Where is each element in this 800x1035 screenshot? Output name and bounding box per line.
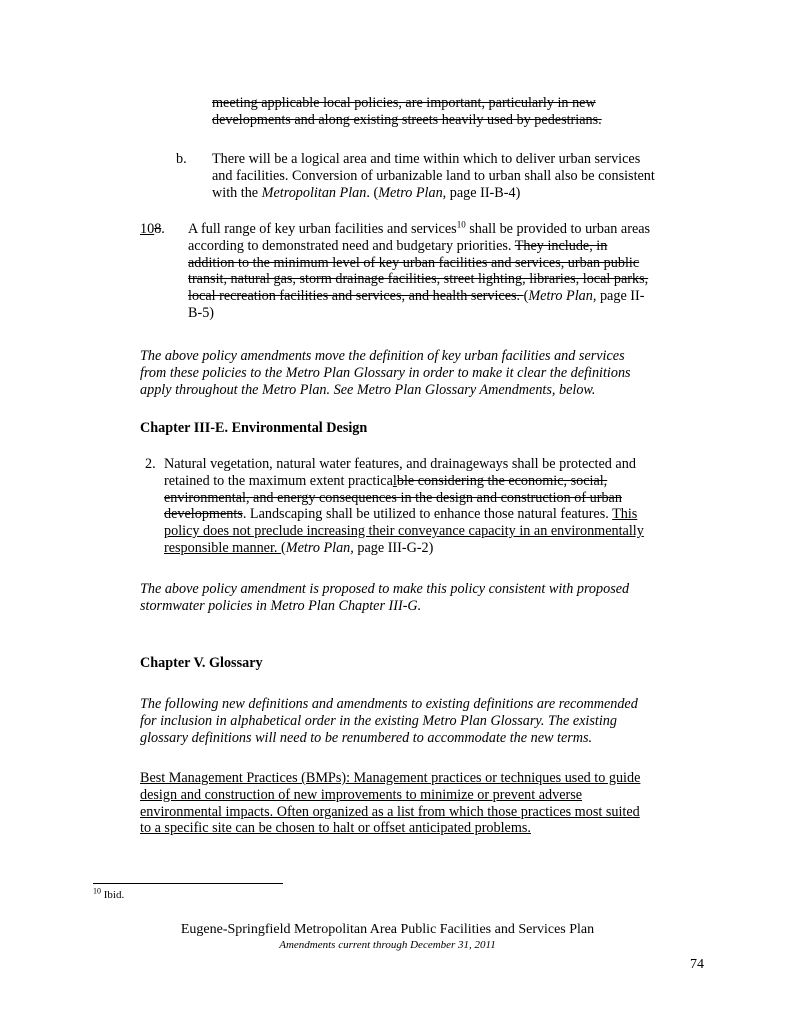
chapter-heading-v: Chapter V. Glossary xyxy=(140,655,263,671)
item-2-number: 2. xyxy=(145,456,156,472)
policy-note-1: The above policy amendments move the definition of key urban facilities and services from these policies to the Metro Plan Glossary in order to make it clear the definitions apply throughout the Metro Plan. See Metro Plan Glossary Amendments, below. xyxy=(140,348,631,398)
policy-note-2: The above policy amendment is proposed to make this policy consistent with proposed stormwater policies in Metro Plan Chapter III-G. xyxy=(140,581,630,614)
chapter-heading-iii-e: Chapter III-E. Environmental Design xyxy=(140,420,368,436)
item-b-text: There will be a logical area and time within which to deliver urban services and facilities. Conversion of urbanizable land to urban shall also be consistent with the Metropolitan Plan. (Metro Plan, page II-B-4) xyxy=(212,151,655,201)
footnote-separator xyxy=(93,883,283,884)
item-108-text: A full range of key urban facilities and services$^{10}$ shall be provided to urban areas according to demonstrated need and budgetary priorities. They include, in addition to the minimum level of key urban facilities and services, urban public transit, natural gas, storm drainage facilities, street lighting, libraries, local parks, local recreation facilities and services, and health services. (Metro Plan, page II- B-5) xyxy=(188,219,651,321)
item-b-label: b. xyxy=(176,151,187,167)
footer-title: Eugene-Springfield Metropolitan Area Public Facilities and Services Plan xyxy=(180,922,595,937)
glossary-intro-note: The following new definitions and amendments to existing definitions are recommended for inclusion in alphabetical order in the existing Metro Plan Glossary. The existing glossary definitions will need to be renumbered to accommodate the new terms. xyxy=(140,696,638,746)
page-number: 74 xyxy=(690,957,704,972)
item-108-number: 108. xyxy=(140,221,165,237)
deleted-text-fragment: meeting applicable local policies, are important, particularly in new developments and along existing streets heavily used by pedestrians. xyxy=(212,95,602,128)
footnote-reference: 10 xyxy=(456,219,466,230)
footer-subtitle: Amendments current through December 31, 2011 xyxy=(279,939,496,951)
item-2-text: Natural vegetation, natural water features, and drainageways shall be protected and retained to the maximum extent practicalble considering the economic, social, environmental, and energy consequences in the design and construction of urban developments. Landscaping shall be utilized to enhance those natural features. This policy does not preclude increasing their conveyance capacity in an environmentally responsible manner. (Metro Plan, page III-G-2) xyxy=(164,456,644,556)
footnote: $^{10}$ Ibid. xyxy=(93,886,125,901)
glossary-definition-bmp: Best Management Practices (BMPs): Management practices or techniques used to guide design and construction of new improvements to minimize or prevent adverse environmental impacts. Often organized as a list from which those practices most suited to a specific site can be chosen to halt or offset anticipated problems. xyxy=(140,770,641,837)
